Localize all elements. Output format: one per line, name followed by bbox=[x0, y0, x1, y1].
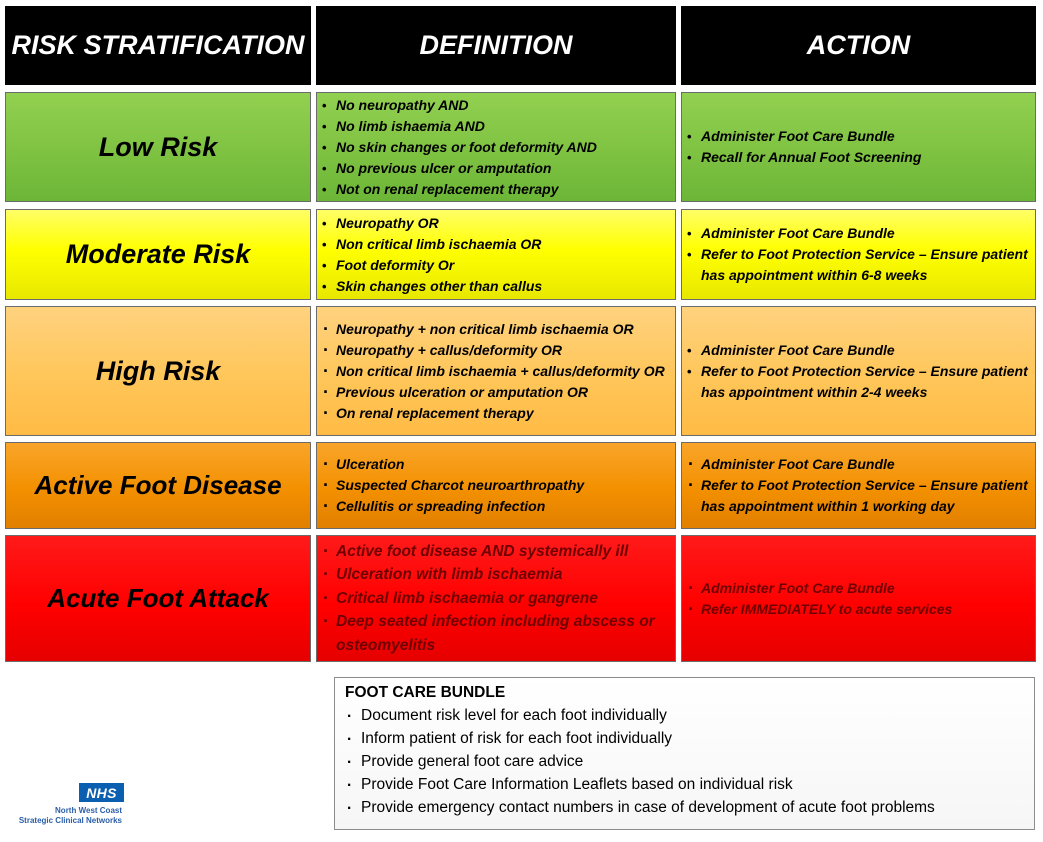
list-item: · Ulceration with limb ischaemia bbox=[321, 563, 669, 587]
header-action bbox=[681, 6, 1036, 85]
definition-active-foot-disease bbox=[316, 442, 676, 529]
action-high bbox=[681, 306, 1036, 436]
list-item: · Suspected Charcot neuroarthropathy bbox=[321, 475, 669, 496]
list-item: • Not on renal replacement therapy bbox=[321, 179, 669, 200]
list-item: • No limb ishaemia AND bbox=[321, 116, 669, 137]
list-item: • No previous ulcer or amputation bbox=[321, 158, 669, 179]
list-item: · Active foot disease AND systemically ill bbox=[321, 540, 669, 564]
definition-list bbox=[321, 454, 669, 517]
risk-label: Active Foot Disease bbox=[34, 470, 282, 500]
definition-acute-foot-attack bbox=[316, 535, 676, 662]
list-item: • No skin changes or foot deformity AND bbox=[321, 137, 669, 158]
list-item: · Administer Foot Care Bundle bbox=[686, 578, 1029, 599]
list-item: · Previous ulceration or amputation OR bbox=[321, 382, 669, 403]
risk-level-moderate bbox=[5, 209, 311, 300]
list-item: · Refer IMMEDIATELY to acute services bbox=[686, 599, 1029, 620]
risk-label: Moderate Risk bbox=[65, 239, 251, 269]
action-moderate bbox=[681, 209, 1036, 300]
list-item: · Administer Foot Care Bundle bbox=[686, 454, 1029, 475]
action-list bbox=[686, 223, 1029, 286]
list-item: • Refer to Foot Protection Service – Ensure patient has appointment within 6-8 weeks bbox=[686, 244, 1029, 286]
foot-care-bundle-list bbox=[345, 704, 1024, 819]
list-item: • Refer to Foot Protection Service – Ensure patient has appointment within 2-4 weeks bbox=[686, 361, 1029, 403]
header-definition-label: DEFINITION bbox=[419, 30, 573, 60]
list-item: • Skin changes other than callus bbox=[321, 276, 669, 297]
risk-level-low bbox=[5, 92, 311, 202]
definition-list bbox=[321, 319, 669, 424]
list-item: • Neuropathy OR bbox=[321, 213, 669, 234]
list-item: · Critical limb ischaemia or gangrene bbox=[321, 587, 669, 611]
list-item: · On renal replacement therapy bbox=[321, 403, 669, 424]
risk-level-high bbox=[5, 306, 311, 436]
list-item: . Provide emergency contact numbers in case of development of acute foot problems bbox=[345, 796, 1024, 819]
risk-level-active-foot-disease bbox=[5, 442, 311, 529]
action-active-foot-disease bbox=[681, 442, 1036, 529]
list-item: • Administer Foot Care Bundle bbox=[686, 223, 1029, 244]
action-acute-foot-attack bbox=[681, 535, 1036, 662]
action-list bbox=[686, 454, 1029, 517]
list-item: • Foot deformity Or bbox=[321, 255, 669, 276]
definition-list bbox=[321, 540, 669, 658]
header-action-label: ACTION bbox=[806, 30, 911, 60]
list-item: . Provide general foot care advice bbox=[345, 750, 1024, 773]
risk-label: High Risk bbox=[95, 355, 221, 386]
list-item: • No neuropathy AND bbox=[321, 95, 669, 116]
action-list bbox=[686, 578, 1029, 620]
risk-level-acute-foot-attack bbox=[5, 535, 311, 662]
definition-list bbox=[321, 213, 669, 297]
header-risk-label: RISK STRATIFICATION bbox=[11, 30, 305, 60]
list-item: • Administer Foot Care Bundle bbox=[686, 126, 1029, 147]
list-item: · Deep seated infection including abscess or osteomyelitis bbox=[321, 610, 669, 657]
organization-name bbox=[14, 806, 122, 826]
foot-care-bundle-title: FOOT CARE BUNDLE bbox=[345, 684, 506, 701]
definition-high bbox=[316, 306, 676, 436]
list-item: · Neuropathy + non critical limb ischaemia OR bbox=[321, 319, 669, 340]
action-low bbox=[681, 92, 1036, 202]
definition-moderate bbox=[316, 209, 676, 300]
list-item: · Cellulitis or spreading infection bbox=[321, 496, 669, 517]
action-list bbox=[686, 340, 1029, 403]
nhs-logo-text: NHS bbox=[86, 784, 117, 801]
list-item: · Refer to Foot Protection Service – Ensure patient has appointment within 1 working day bbox=[686, 475, 1029, 517]
list-item: • Administer Foot Care Bundle bbox=[686, 340, 1029, 361]
nhs-logo bbox=[79, 783, 124, 802]
list-item: . Inform patient of risk for each foot individually bbox=[345, 727, 1024, 750]
list-item: . Document risk level for each foot individually bbox=[345, 704, 1024, 727]
list-item: · Neuropathy + callus/deformity OR bbox=[321, 340, 669, 361]
header-risk-stratification bbox=[5, 6, 311, 85]
definition-low bbox=[316, 92, 676, 202]
list-item: • Non critical limb ischaemia OR bbox=[321, 234, 669, 255]
definition-list bbox=[321, 95, 669, 200]
header-definition bbox=[316, 6, 676, 85]
list-item: • Recall for Annual Foot Screening bbox=[686, 147, 1029, 168]
risk-label: Acute Foot Attack bbox=[47, 583, 269, 613]
list-item: · Ulceration bbox=[321, 454, 669, 475]
organization-line-2: Strategic Clinical Networks bbox=[18, 816, 122, 825]
action-list bbox=[686, 126, 1029, 168]
foot-care-bundle bbox=[334, 677, 1035, 830]
list-item: . Provide Foot Care Information Leaflets based on individual risk bbox=[345, 773, 1024, 796]
list-item: · Non critical limb ischaemia + callus/deformity OR bbox=[321, 361, 669, 382]
risk-label: Low Risk bbox=[98, 131, 218, 162]
organization-line-1: North West Coast bbox=[55, 806, 122, 815]
